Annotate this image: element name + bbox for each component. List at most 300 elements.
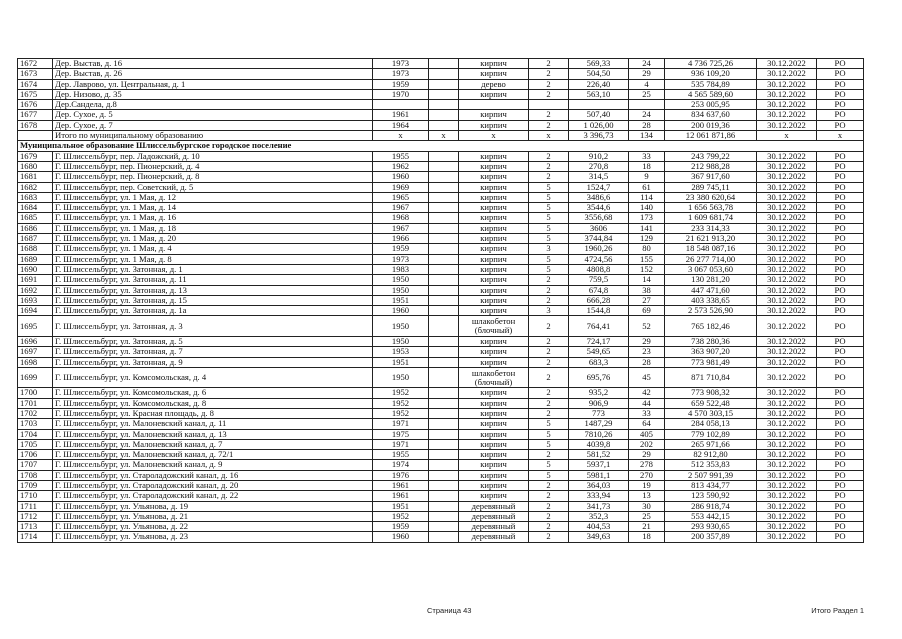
residents-cell: 155 (629, 254, 665, 264)
year-built-cell: 1961 (373, 480, 429, 490)
wall-material-cell: деревянный (459, 532, 529, 542)
table-row (18, 501, 864, 511)
row-number-cell: 1710 (18, 491, 53, 501)
wall-material-cell: кирпич (459, 347, 529, 357)
table-row (18, 161, 864, 171)
residents-cell: 28 (629, 357, 665, 367)
row-number-cell: 1694 (18, 306, 53, 316)
area-cell: 504,50 (569, 69, 629, 79)
table-row (18, 234, 864, 244)
date-cell: 30.12.2022 (757, 388, 817, 398)
row-number-cell: 1699 (18, 367, 53, 388)
year-built-cell: 1950 (373, 275, 429, 285)
row-number-cell: 1683 (18, 192, 53, 202)
area-cell: 935,2 (569, 388, 629, 398)
floors-cell: 2 (529, 408, 569, 418)
program-code-cell: РО (817, 429, 864, 439)
row-number-cell: 1677 (18, 110, 53, 120)
table-row (18, 295, 864, 305)
floors-cell: 5 (529, 192, 569, 202)
cost-cell: 738 280,36 (665, 336, 757, 346)
floors-cell: 5 (529, 213, 569, 223)
area-cell: 724,17 (569, 336, 629, 346)
blank-column-cell (429, 110, 459, 120)
date-cell: 30.12.2022 (757, 151, 817, 161)
area-cell: 666,28 (569, 295, 629, 305)
table-row (18, 69, 864, 79)
blank-column-cell (429, 388, 459, 398)
blank-column-cell (429, 120, 459, 130)
cost-cell: 936 109,20 (665, 69, 757, 79)
blank-column-cell (429, 450, 459, 460)
table-row (18, 203, 864, 213)
date-cell: 30.12.2022 (757, 480, 817, 490)
floors-cell: 2 (529, 69, 569, 79)
date-cell: 30.12.2022 (757, 491, 817, 501)
year-built-cell: 1961 (373, 491, 429, 501)
program-code-cell: РО (817, 480, 864, 490)
program-code-cell: РО (817, 336, 864, 346)
blank-column-cell (429, 460, 459, 470)
date-cell: 30.12.2022 (757, 408, 817, 418)
cost-cell: 233 314,33 (665, 223, 757, 233)
address-cell: Г. Шлиссельбург, ул. Староладожский канал, д. 16 (53, 470, 373, 480)
address-cell: Г. Шлиссельбург, ул. 1 Мая, д. 14 (53, 203, 373, 213)
address-cell: Г. Шлиссельбург, ул. Малоневский канал, д. 13 (53, 429, 373, 439)
wall-material-cell: кирпич (459, 223, 529, 233)
wall-material-cell: кирпич (459, 470, 529, 480)
row-number-cell: 1711 (18, 501, 53, 511)
program-code-cell: РО (817, 254, 864, 264)
row-number-cell: 1689 (18, 254, 53, 264)
area-cell: 683,3 (569, 357, 629, 367)
area-cell: 549,65 (569, 347, 629, 357)
residents-cell: 14 (629, 275, 665, 285)
date-cell: 30.12.2022 (757, 89, 817, 99)
table-row (18, 470, 864, 480)
wall-material-cell: шлакобетон (блочный) (459, 316, 529, 337)
cost-cell: 286 918,74 (665, 501, 757, 511)
residents-cell: 134 (629, 131, 665, 141)
area-cell: 364,03 (569, 480, 629, 490)
residents-cell: 21 (629, 522, 665, 532)
year-built-cell: 1951 (373, 501, 429, 511)
date-cell: 30.12.2022 (757, 295, 817, 305)
floors-cell: 2 (529, 511, 569, 521)
address-cell: Г. Шлиссельбург, ул. Ульянова, д. 23 (53, 532, 373, 542)
floors-cell: 2 (529, 367, 569, 388)
table-row (18, 100, 864, 110)
blank-column-cell (429, 316, 459, 337)
area-cell: 3744,84 (569, 234, 629, 244)
row-number-cell: 1705 (18, 439, 53, 449)
address-cell: Г. Шлиссельбург, пер. Пионерский, д. 8 (53, 172, 373, 182)
floors-cell: 5 (529, 223, 569, 233)
address-cell: Дер. Выстав, д. 16 (53, 59, 373, 69)
residents-cell: 69 (629, 306, 665, 316)
program-code-cell: РО (817, 110, 864, 120)
area-cell: 349,63 (569, 532, 629, 542)
area-cell: 906,9 (569, 398, 629, 408)
year-built-cell: 1970 (373, 89, 429, 99)
program-code-cell: РО (817, 100, 864, 110)
floors-cell: 2 (529, 316, 569, 337)
address-cell: Г. Шлиссельбург, ул. 1 Мая, д. 12 (53, 192, 373, 202)
date-cell: 30.12.2022 (757, 439, 817, 449)
row-number-cell: 1684 (18, 203, 53, 213)
date-cell: 30.12.2022 (757, 316, 817, 337)
row-number-cell: 1674 (18, 79, 53, 89)
table-row (18, 429, 864, 439)
floors-cell: 2 (529, 388, 569, 398)
date-cell: 30.12.2022 (757, 357, 817, 367)
address-cell: Г. Шлиссельбург, ул. Ульянова, д. 21 (53, 511, 373, 521)
area-cell: 3544,6 (569, 203, 629, 213)
area-cell: 4039,8 (569, 439, 629, 449)
area-cell: 1487,29 (569, 419, 629, 429)
blank-column-cell (429, 336, 459, 346)
blank-column-cell (429, 69, 459, 79)
floors-cell: 2 (529, 151, 569, 161)
year-built-cell: 1960 (373, 306, 429, 316)
table-row (18, 398, 864, 408)
residents-cell: 9 (629, 172, 665, 182)
date-cell: 30.12.2022 (757, 203, 817, 213)
cost-cell: 123 590,92 (665, 491, 757, 501)
program-code-cell: РО (817, 450, 864, 460)
row-number-cell: 1686 (18, 223, 53, 233)
wall-material-cell: кирпич (459, 388, 529, 398)
cost-cell: 363 907,20 (665, 347, 757, 357)
cost-cell: 553 442,15 (665, 511, 757, 521)
program-code-cell: РО (817, 182, 864, 192)
program-code-cell: РО (817, 501, 864, 511)
date-cell: 30.12.2022 (757, 182, 817, 192)
residents-cell: 33 (629, 151, 665, 161)
address-cell: Г. Шлиссельбург, ул. 1 Мая, д. 4 (53, 244, 373, 254)
area-cell: 4808,8 (569, 264, 629, 274)
area-cell (569, 100, 629, 110)
wall-material-cell: кирпич (459, 192, 529, 202)
area-cell: 341,73 (569, 501, 629, 511)
blank-column-cell (429, 59, 459, 69)
residents-cell (629, 100, 665, 110)
program-code-cell: РО (817, 306, 864, 316)
address-cell: Г. Шлиссельбург, ул. Ульянова, д. 22 (53, 522, 373, 532)
residents-cell: 18 (629, 532, 665, 542)
program-code-cell: РО (817, 532, 864, 542)
address-cell: Г. Шлиссельбург, ул. Затонная, д. 3 (53, 316, 373, 337)
blank-column-cell (429, 223, 459, 233)
date-cell: 30.12.2022 (757, 264, 817, 274)
date-cell: 30.12.2022 (757, 511, 817, 521)
table-row (18, 532, 864, 542)
address-cell: Г. Шлиссельбург, ул. Затонная, д. 9 (53, 357, 373, 367)
cost-cell: 813 434,77 (665, 480, 757, 490)
row-number-cell: 1688 (18, 244, 53, 254)
blank-column-cell (429, 100, 459, 110)
wall-material-cell: кирпич (459, 419, 529, 429)
blank-column-cell (429, 192, 459, 202)
program-code-cell: РО (817, 161, 864, 171)
cost-cell: 367 917,60 (665, 172, 757, 182)
blank-column-cell (429, 244, 459, 254)
address-cell: Г. Шлиссельбург, ул. Малоневский канал, д. 9 (53, 460, 373, 470)
address-cell: Дер. Сухое, д. 5 (53, 110, 373, 120)
row-number-cell: 1680 (18, 161, 53, 171)
row-number-cell: 1698 (18, 357, 53, 367)
section-title: Муниципальное образование Шлиссельбургское городское поселение (18, 141, 864, 151)
wall-material-cell: кирпич (459, 429, 529, 439)
blank-column-cell (429, 501, 459, 511)
wall-material-cell: кирпич (459, 69, 529, 79)
table-row (18, 110, 864, 120)
date-cell: 30.12.2022 (757, 429, 817, 439)
cost-cell: 1 609 681,74 (665, 213, 757, 223)
program-code-cell: РО (817, 275, 864, 285)
cost-cell: 871 710,84 (665, 367, 757, 388)
wall-material-cell: х (459, 131, 529, 141)
residents-cell: 114 (629, 192, 665, 202)
program-code-cell: РО (817, 470, 864, 480)
program-code-cell: РО (817, 491, 864, 501)
year-built-cell: 1966 (373, 234, 429, 244)
address-cell: Г. Шлиссельбург, ул. Затонная, д. 1 (53, 264, 373, 274)
year-built-cell: 1952 (373, 408, 429, 418)
floors-cell: 2 (529, 501, 569, 511)
cost-cell: 659 522,48 (665, 398, 757, 408)
blank-column-cell (429, 439, 459, 449)
floors-cell: 5 (529, 203, 569, 213)
row-number-cell: 1679 (18, 151, 53, 161)
cost-cell: 765 182,46 (665, 316, 757, 337)
floors-cell: 5 (529, 429, 569, 439)
year-built-cell: 1969 (373, 182, 429, 192)
date-cell: 30.12.2022 (757, 244, 817, 254)
year-built-cell: 1976 (373, 470, 429, 480)
date-cell: 30.12.2022 (757, 285, 817, 295)
residents-cell: 30 (629, 501, 665, 511)
floors-cell: 5 (529, 439, 569, 449)
year-built-cell: 1971 (373, 439, 429, 449)
floors-cell: 2 (529, 285, 569, 295)
area-cell: 5937,1 (569, 460, 629, 470)
table-row (18, 336, 864, 346)
cost-cell: 243 799,22 (665, 151, 757, 161)
row-number-cell: 1708 (18, 470, 53, 480)
program-code-cell: РО (817, 511, 864, 521)
residents-cell: 278 (629, 460, 665, 470)
date-cell: 30.12.2022 (757, 59, 817, 69)
floors-cell: 5 (529, 419, 569, 429)
table-row (18, 244, 864, 254)
row-number-cell (18, 131, 53, 141)
floors-cell (529, 100, 569, 110)
table-row (18, 419, 864, 429)
blank-column-cell (429, 182, 459, 192)
blank-column-cell (429, 151, 459, 161)
date-cell: 30.12.2022 (757, 306, 817, 316)
address-cell: Г. Шлиссельбург, ул. Затонная, д. 13 (53, 285, 373, 295)
cost-cell: 130 281,20 (665, 275, 757, 285)
cost-cell: 18 548 087,16 (665, 244, 757, 254)
floors-cell: 5 (529, 182, 569, 192)
date-cell: 30.12.2022 (757, 470, 817, 480)
residents-cell: 152 (629, 264, 665, 274)
address-cell: Г. Шлиссельбург, ул. Затонная, д. 7 (53, 347, 373, 357)
year-built-cell: 1975 (373, 429, 429, 439)
year-built-cell: 1960 (373, 532, 429, 542)
row-number-cell: 1706 (18, 450, 53, 460)
area-cell: 910,2 (569, 151, 629, 161)
floors-cell: 2 (529, 522, 569, 532)
address-cell: Г. Шлиссельбург, ул. 1 Мая, д. 20 (53, 234, 373, 244)
year-built-cell: 1950 (373, 336, 429, 346)
date-cell: 30.12.2022 (757, 254, 817, 264)
area-cell: 3486,6 (569, 192, 629, 202)
cost-cell: 26 277 714,00 (665, 254, 757, 264)
residents-cell: 140 (629, 203, 665, 213)
date-cell: 30.12.2022 (757, 367, 817, 388)
wall-material-cell: кирпич (459, 285, 529, 295)
date-cell: 30.12.2022 (757, 460, 817, 470)
year-built-cell: 1959 (373, 522, 429, 532)
program-code-cell: РО (817, 398, 864, 408)
floors-cell: 5 (529, 460, 569, 470)
program-code-cell: РО (817, 522, 864, 532)
year-built-cell: 1973 (373, 59, 429, 69)
floors-cell: 2 (529, 275, 569, 285)
residents-cell: 25 (629, 89, 665, 99)
blank-column-cell (429, 408, 459, 418)
table-row (18, 357, 864, 367)
blank-column-cell (429, 532, 459, 542)
date-cell: 30.12.2022 (757, 450, 817, 460)
cost-cell: 4 565 589,60 (665, 89, 757, 99)
cost-cell: 535 784,89 (665, 79, 757, 89)
address-cell: Дер. Лаврово, ул. Центральная, д. 1 (53, 79, 373, 89)
year-built-cell: 1968 (373, 213, 429, 223)
residents-cell: 27 (629, 295, 665, 305)
year-built-cell: 1965 (373, 192, 429, 202)
cost-cell: 1 656 563,78 (665, 203, 757, 213)
program-code-cell: РО (817, 408, 864, 418)
cost-cell: 3 067 053,60 (665, 264, 757, 274)
blank-column-cell: х (429, 131, 459, 141)
date-cell: 30.12.2022 (757, 275, 817, 285)
floors-cell: 2 (529, 347, 569, 357)
blank-column-cell (429, 254, 459, 264)
area-cell: 4724,56 (569, 254, 629, 264)
table-row (18, 264, 864, 274)
wall-material-cell: кирпич (459, 408, 529, 418)
program-code-cell: РО (817, 244, 864, 254)
address-cell: Итого по муниципальному образованию (53, 131, 373, 141)
residents-cell: 29 (629, 69, 665, 79)
cost-cell: 82 912,80 (665, 450, 757, 460)
address-cell: Г. Шлиссельбург, ул. Красная площадь, д. 8 (53, 408, 373, 418)
blank-column-cell (429, 480, 459, 490)
floors-cell: 3 (529, 244, 569, 254)
area-cell: 5981,1 (569, 470, 629, 480)
residents-cell: 23 (629, 347, 665, 357)
residents-cell: 173 (629, 213, 665, 223)
address-cell: Г. Шлиссельбург, ул. 1 Мая, д. 18 (53, 223, 373, 233)
wall-material-cell: шлакобетон (блочный) (459, 367, 529, 388)
row-number-cell: 1703 (18, 419, 53, 429)
wall-material-cell: кирпич (459, 336, 529, 346)
year-built-cell: х (373, 131, 429, 141)
floors-cell: 2 (529, 357, 569, 367)
residents-cell: 29 (629, 450, 665, 460)
table-row (18, 367, 864, 388)
row-number-cell: 1681 (18, 172, 53, 182)
row-number-cell: 1697 (18, 347, 53, 357)
residents-cell: 24 (629, 59, 665, 69)
blank-column-cell (429, 367, 459, 388)
program-code-cell: РО (817, 439, 864, 449)
cost-cell: 200 357,89 (665, 532, 757, 542)
year-built-cell: 1967 (373, 223, 429, 233)
blank-column-cell (429, 79, 459, 89)
floors-cell: 5 (529, 234, 569, 244)
blank-column-cell (429, 419, 459, 429)
address-cell: Г. Шлиссельбург, ул. Малоневский канал, д. 72/1 (53, 450, 373, 460)
program-code-cell: РО (817, 79, 864, 89)
date-cell: 30.12.2022 (757, 192, 817, 202)
table-row (18, 439, 864, 449)
year-built-cell: 1951 (373, 295, 429, 305)
table-row (18, 79, 864, 89)
area-cell: 404,53 (569, 522, 629, 532)
row-number-cell: 1713 (18, 522, 53, 532)
blank-column-cell (429, 275, 459, 285)
area-cell: 581,52 (569, 450, 629, 460)
floors-cell: 2 (529, 480, 569, 490)
cost-cell: 284 058,13 (665, 419, 757, 429)
residents-cell: 28 (629, 120, 665, 130)
program-code-cell: РО (817, 347, 864, 357)
table-row (18, 120, 864, 130)
program-code-cell: РО (817, 213, 864, 223)
program-code-cell: РО (817, 192, 864, 202)
table-row (18, 182, 864, 192)
address-cell: Г. Шлиссельбург, ул. Затонная, д. 15 (53, 295, 373, 305)
cost-cell: 12 061 871,86 (665, 131, 757, 141)
floors-cell: 2 (529, 295, 569, 305)
page-number: Страница 43 (427, 606, 472, 615)
residents-cell: 24 (629, 110, 665, 120)
wall-material-cell: кирпич (459, 450, 529, 460)
blank-column-cell (429, 203, 459, 213)
table-row (18, 151, 864, 161)
year-built-cell: 1950 (373, 367, 429, 388)
row-number-cell: 1704 (18, 429, 53, 439)
row-number-cell: 1682 (18, 182, 53, 192)
year-built-cell: 1967 (373, 203, 429, 213)
wall-material-cell (459, 100, 529, 110)
row-number-cell: 1702 (18, 408, 53, 418)
row-number-cell: 1687 (18, 234, 53, 244)
address-cell: Г. Шлиссельбург, ул. Комсомольская, д. 4 (53, 367, 373, 388)
table-row (18, 511, 864, 521)
row-number-cell: 1673 (18, 69, 53, 79)
wall-material-cell: кирпич (459, 172, 529, 182)
area-cell: 1 026,00 (569, 120, 629, 130)
address-cell: Г. Шлиссельбург, ул. Комсомольская, д. 8 (53, 398, 373, 408)
cost-cell: 23 380 620,64 (665, 192, 757, 202)
floors-cell: 2 (529, 89, 569, 99)
